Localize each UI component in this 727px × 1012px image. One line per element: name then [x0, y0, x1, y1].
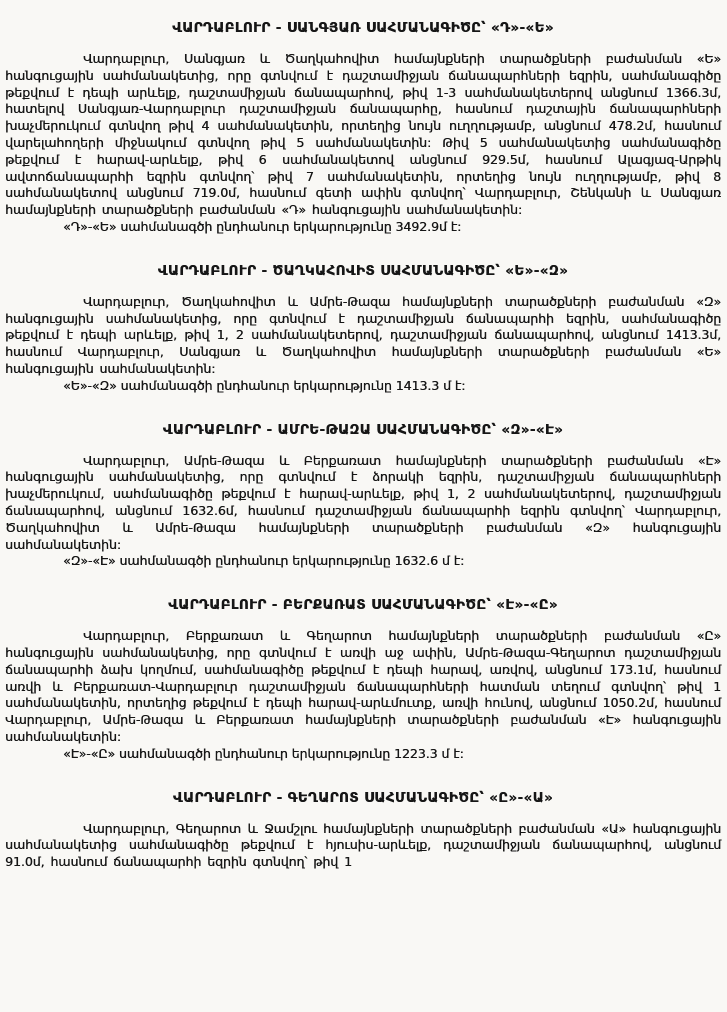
- boundary-section-e-z: [5, 263, 721, 395]
- section-summary: «Է»-«Ը» սահմանագծի ընդհանուր երկարությունը 1223.3 մ է:: [63, 745, 464, 761]
- section-body: Վարդաբլուր, Ամրե-Թազա և Բերքառատ համայնքների տարածքների բաժանման «Է» հանգուցային սահմանակետից, որը գտնվում է ձորակի եզրին, դաշտամիջյան ճանապարհների խաչմերուկում, սահմանագիծը թեքվում է հարավ-արևելք, թիվ 1, 2 սահմանակետերով, դաշտամիջյան ճանապարհով, անցնում 1632.6մ, հասնում դաշտամիջյան ճանապարհի եզրին գտնվող՝ Վարդաբլուր, Ծաղկահովիտ և Ամրե-Թազա համայնքների տարածքների բաժանման «Զ» հանգուցային սահմանակետին:: [5, 452, 721, 552]
- boundary-section-y-a: [5, 790, 721, 871]
- section-summary: «Զ»-«Է» սահմանագծի ընդհանուր երկարությունը 1632.6 մ է:: [63, 553, 465, 569]
- section-title: ՎԱՐԴԱԲԼՈՒՐ - ԾԱՂԿԱՀՈՎԻՏ ՍԱՀՄԱՆԱԳԻԾԸ՝ «Ե»-«Զ»: [157, 262, 569, 279]
- section-title: ՎԱՐԴԱԲԼՈՒՐ - ԳԵՂԱՐՈՏ ՍԱՀՄԱՆԱԳԻԾԸ՝ «Ը»-«Ա»: [172, 789, 554, 806]
- boundary-section-z-e: [5, 422, 721, 571]
- section-title: ՎԱՐԴԱԲԼՈՒՐ - ՍԱՆԳՅԱՌ ՍԱՀՄԱՆԱԳԻԾԸ՝ «Դ»-«Ե»: [172, 20, 554, 36]
- section-summary: «Դ»-«Ե» սահմանագծի ընդհանուր երկարությունը 3492.9մ է:: [63, 218, 462, 234]
- boundary-section-d-e: [5, 20, 721, 236]
- section-title: ՎԱՐԴԱԲԼՈՒՐ - ԱՄՐԵ-ԹԱԶԱ ՍԱՀՄԱՆԱԳԻԾԸ՝ «Զ»-«Է»: [162, 421, 564, 438]
- boundary-section-e-y: [5, 597, 721, 762]
- section-body: Վարդաբլուր, Ծաղկահովիտ և Ամրե-Թազա համայնքների տարածքների բաժանման «Զ» հանգուցային սահմանակետից, որը գտնվում է դաշտամիջյան ճանապարհի եզրին, սահմանագիծը թեքվում է դեպի արևելք, թիվ 1, 2 սահմանակետերով, դաշտամիջյան ճանապարհով, անցնում 1413.3մ, հասնում Վարդաբլուր, Սանգյառ և Ծաղկահովիտ համայնքների տարածքների բաժանման «Ե» հանգուցային սահմանակետին:: [5, 293, 721, 376]
- section-title: ՎԱՐԴԱԲԼՈՒՐ - ԲԵՐՔԱՌԱՏ ՍԱՀՄԱՆԱԳԻԾԸ՝ «Է»-«Ը»: [168, 597, 558, 614]
- section-body: Վարդաբլուր, Գեղարոտ և Ջամշլու համայնքների տարածքների բաժանման «Ա» հանգուցային սահմանակետից սահմանագիծը թեքվում է հյուսիս-արևելք, դաշտամիջյան ճանապարհով, անցնում 91.0մ, հասնում ճանապարհի եզրին գտնվող՝ թիվ 1: [5, 820, 721, 870]
- section-body: Վարդաբլուր, Բերքառատ և Գեղարոտ համայնքների տարածքների բաժանման «Ը» հանգուցային սահմանակետից, որը գտնվում է առվի աջ ափին, Ամրե-Թազա-Գեղարոտ դաշտամիջյան ճանապարհի ձախ կողմում, սահմանագիծը թեքվում է դեպի հարավ, առվով, անցնում 173.1մ, հասնում առվի և Բերքառատ-Վարդաբլուր դաշտամիջյան ճանապարհների հատման տեղում գտնվող՝ թիվ 1 սահմանակետին, որտեղից թեքվում է դեպի հարավ-արևմուտք, առվի հունով, անցնում 1050.2մ, հասնում Վարդաբլուր, Ամրե-Թազա և Բերքառատ համայնքների տարածքների բաժանման «Է» հանգուցային սահմանակետին:: [5, 628, 721, 744]
- section-summary: «Ե»-«Զ» սահմանագծի ընդհանուր երկարությունը 1413.3 մ է:: [63, 377, 466, 393]
- section-body: Վարդաբլուր, Սանգյառ և Ծաղկահովիտ համայնքների տարածքների բաժանման «Ե» հանգուցային սահմանակետից, որը գտնվում է դաշտամիջյան ճանապարհների եզրին, սահմանագիծը թեքվում է դեպի արևելք, դաշտամիջյան ճանապարհով, թիվ 1-3 սահմանակետերով անցնում 1366.3մ, հատելով Սանգյառ-Վարդաբլուր դաշտամիջյան ճանապարհը, հասնում դաշտային ճանապարհների խաչմերուկում գտնվող թիվ 4 սահմանակետին, որտեղից նույն ուղղությամբ, անցնում 478.2մ, հասնում վարելահողերի միջնակում գտնվող թիվ 5 սահմանակետին: Թիվ 5 սահմանակետից սահմանագիծը թեքվում է հարավ-արևելք, թիվ 6 սահմանակետով անցնում 929.5մ, հասնում Ալագյազ-Արթիկ ավտոճանապարհի եզրին գտնվող՝ թիվ 7 սահմանակետին, որտեղից նույն ուղղությամբ, թիվ 8 սահմանակետով անցնում 719.0մ, հասնում գետի ափին գտնվող՝ Վարդաբլուր, Շենկանի և Սանգյառ համայնքների տարածքների բաժանման «Դ» հանգուցային սահմանակետին:: [5, 51, 721, 218]
